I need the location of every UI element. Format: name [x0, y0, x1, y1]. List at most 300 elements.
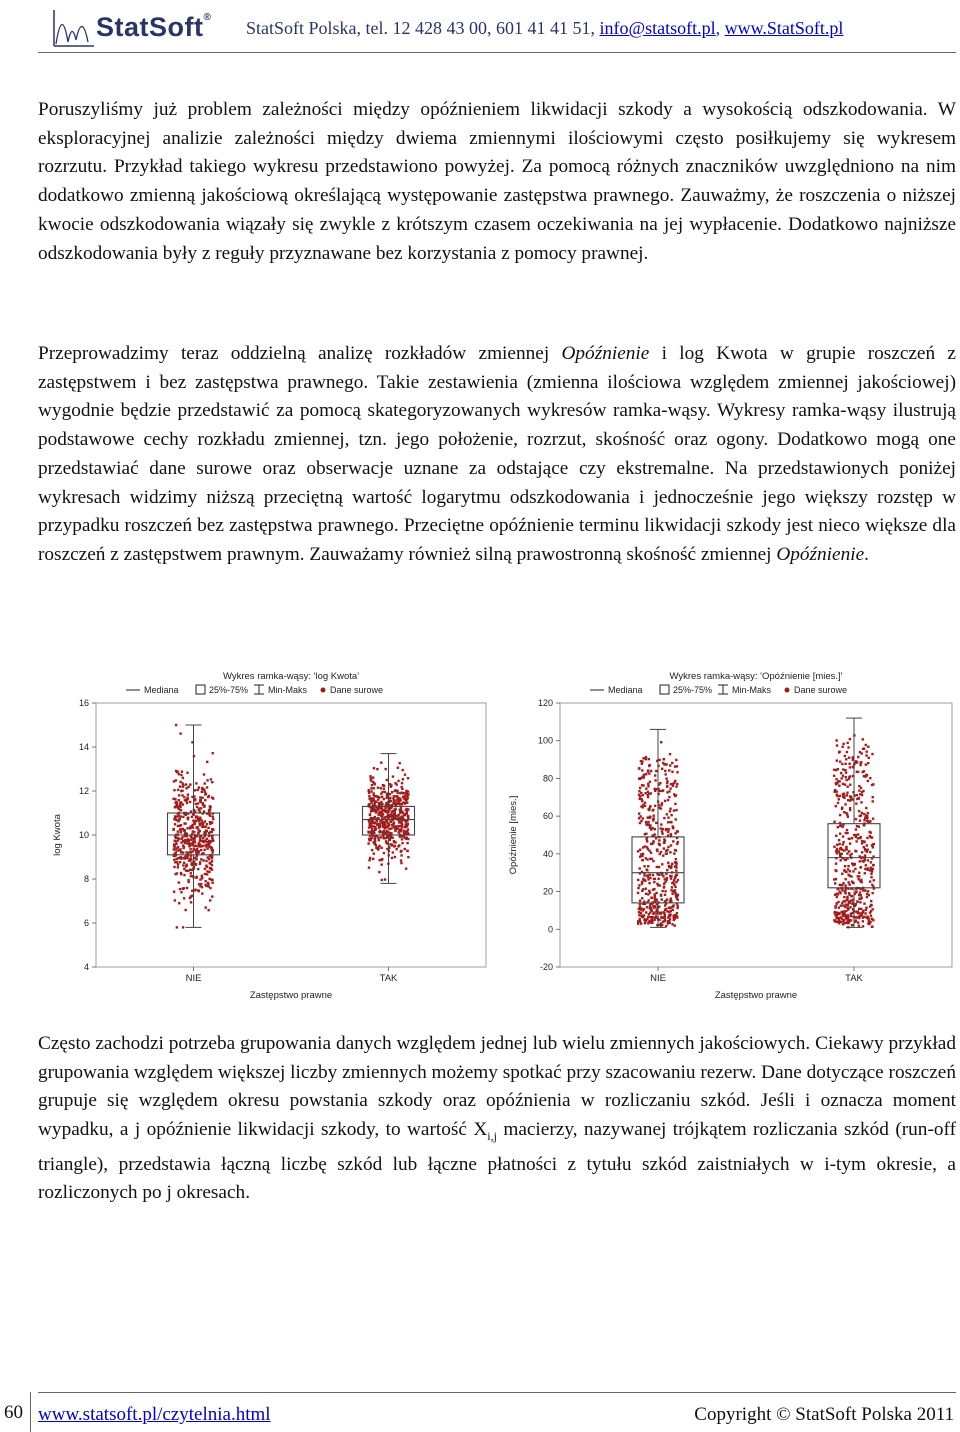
raw-data-point [843, 797, 845, 799]
y-tick-label: 16 [78, 698, 89, 708]
raw-data-point [380, 811, 382, 813]
raw-data-point [642, 846, 644, 848]
raw-data-point [182, 864, 184, 866]
raw-data-point [660, 741, 662, 743]
raw-data-point [391, 811, 393, 813]
raw-data-point [175, 779, 177, 781]
raw-data-point [651, 916, 653, 918]
raw-data-point [401, 803, 403, 805]
raw-data-point [858, 908, 860, 910]
raw-data-point [639, 787, 641, 789]
raw-data-point [867, 859, 869, 861]
raw-data-point [674, 832, 676, 834]
raw-data-point [842, 775, 844, 777]
raw-data-point [858, 894, 860, 896]
raw-data-point [842, 835, 844, 837]
raw-data-point [371, 820, 373, 822]
raw-data-point [206, 779, 208, 781]
raw-data-point [179, 848, 181, 850]
raw-data-point [205, 840, 207, 842]
raw-data-point [384, 878, 386, 880]
raw-data-point [845, 903, 847, 905]
raw-data-point [393, 814, 395, 816]
raw-data-point [835, 902, 837, 904]
raw-data-point [652, 809, 654, 811]
raw-data-point [383, 798, 385, 800]
raw-data-point [182, 844, 184, 846]
raw-data-point [842, 914, 844, 916]
raw-data-point [200, 858, 202, 860]
raw-data-point [671, 886, 673, 888]
raw-data-point [847, 865, 849, 867]
raw-data-point [675, 818, 677, 820]
y-tick-label: 60 [542, 811, 553, 822]
raw-data-point [645, 773, 647, 775]
raw-data-point [658, 759, 660, 761]
raw-data-point [865, 774, 867, 776]
paragraph-1 [38, 96, 956, 268]
raw-data-point [670, 821, 672, 823]
raw-data-point [367, 842, 369, 844]
raw-data-point [658, 906, 660, 908]
raw-data-point [865, 744, 867, 746]
footer-link[interactable]: www.statsoft.pl/czytelnia.html [38, 1404, 271, 1425]
raw-data-point [871, 784, 873, 786]
raw-data-point [669, 851, 671, 853]
raw-data-point [647, 893, 649, 895]
raw-data-point [674, 765, 676, 767]
raw-data-point [660, 911, 662, 913]
raw-data-point [667, 816, 669, 818]
raw-data-point [673, 884, 675, 886]
raw-data-point [653, 815, 655, 817]
raw-data-point [191, 864, 193, 866]
raw-data-point [867, 820, 869, 822]
raw-data-point [199, 796, 201, 798]
raw-data-point [197, 832, 199, 834]
raw-data-point [849, 842, 851, 844]
raw-data-point [181, 771, 183, 773]
raw-data-point [391, 791, 393, 793]
raw-data-point [395, 828, 397, 830]
raw-data-point [646, 874, 648, 876]
raw-data-point [666, 869, 668, 871]
raw-data-point [663, 911, 665, 913]
raw-data-point [188, 845, 190, 847]
raw-data-point [872, 864, 874, 866]
raw-data-point [407, 828, 409, 830]
raw-data-point [179, 888, 181, 890]
raw-data-point [382, 826, 384, 828]
legend-whisker-label: Min-Maks [732, 685, 772, 695]
raw-data-point [851, 924, 853, 926]
raw-data-point [194, 823, 196, 825]
raw-data-point [838, 798, 840, 800]
raw-data-point [645, 833, 647, 835]
raw-data-point [201, 820, 203, 822]
raw-data-point [180, 824, 182, 826]
raw-data-point [178, 799, 180, 801]
raw-data-point [866, 837, 868, 839]
legend-raw-swatch [785, 688, 790, 693]
raw-data-point [374, 828, 376, 830]
raw-data-point [835, 769, 837, 771]
website-link[interactable]: www.StatSoft.pl [724, 18, 844, 38]
raw-data-point [652, 860, 654, 862]
raw-data-point [175, 805, 177, 807]
raw-data-point [859, 819, 861, 821]
raw-data-point [649, 921, 651, 923]
raw-data-point [637, 920, 639, 922]
raw-data-point [368, 831, 370, 833]
raw-data-point [388, 828, 390, 830]
raw-data-point [649, 827, 651, 829]
raw-data-point [378, 826, 380, 828]
raw-data-point [838, 890, 840, 892]
raw-data-point [370, 787, 372, 789]
raw-data-point [381, 879, 383, 881]
raw-data-point [378, 871, 380, 873]
raw-data-point [199, 878, 201, 880]
raw-data-point [389, 797, 391, 799]
raw-data-point [181, 857, 183, 859]
raw-data-point [194, 789, 196, 791]
raw-data-point [845, 758, 847, 760]
raw-data-point [669, 753, 671, 755]
raw-data-point [855, 903, 857, 905]
raw-data-point [184, 822, 186, 824]
raw-data-point [870, 873, 872, 875]
raw-data-point [201, 840, 203, 842]
raw-data-point [865, 814, 867, 816]
raw-data-point [209, 831, 211, 833]
raw-data-point [639, 900, 641, 902]
raw-data-point [675, 858, 677, 860]
raw-data-point [849, 809, 851, 811]
raw-data-point [194, 799, 196, 801]
raw-data-point [641, 897, 643, 899]
raw-data-point [843, 811, 845, 813]
raw-data-point [664, 770, 666, 772]
raw-data-point [834, 894, 836, 896]
raw-data-point [857, 771, 859, 773]
raw-data-point [839, 814, 841, 816]
raw-data-point [406, 842, 408, 844]
raw-data-point [845, 771, 847, 773]
raw-data-point [405, 867, 407, 869]
raw-data-point [844, 769, 846, 771]
raw-data-point [667, 846, 669, 848]
raw-data-point [838, 785, 840, 787]
chart-legend [590, 685, 847, 695]
raw-data-point [179, 861, 181, 863]
raw-data-point [205, 880, 207, 882]
raw-data-point [863, 775, 865, 777]
raw-data-point [858, 898, 860, 900]
raw-data-point [173, 866, 175, 868]
raw-data-point [182, 816, 184, 818]
raw-data-point [374, 809, 376, 811]
raw-data-point [378, 796, 380, 798]
raw-data-point [647, 823, 649, 825]
raw-data-point [173, 891, 175, 893]
raw-data-point [648, 890, 650, 892]
y-tick-label: 8 [83, 874, 89, 884]
raw-data-point [206, 866, 208, 868]
raw-data-point [648, 793, 650, 795]
raw-data-point [182, 784, 184, 786]
footer-copyright: Copyright © StatSoft Polska 2011 [694, 1404, 954, 1425]
raw-data-point [869, 880, 871, 882]
raw-data-point [871, 753, 873, 755]
raw-data-point [849, 906, 851, 908]
raw-data-point [197, 818, 199, 820]
raw-data-point [674, 886, 676, 888]
raw-data-point [665, 777, 667, 779]
raw-data-point [645, 887, 647, 889]
raw-data-point [857, 921, 859, 923]
raw-data-point [381, 796, 383, 798]
y-axis-label: Opóźnienie [mies.] [508, 795, 519, 875]
raw-data-point [180, 774, 182, 776]
raw-data-point [207, 827, 209, 829]
raw-data-point [677, 879, 679, 881]
raw-data-point [198, 786, 200, 788]
raw-data-point [667, 799, 669, 801]
raw-data-point [405, 813, 407, 815]
raw-data-point [647, 865, 649, 867]
raw-data-point [654, 779, 656, 781]
raw-data-point [845, 846, 847, 848]
raw-data-point [640, 798, 642, 800]
raw-data-point [836, 893, 838, 895]
raw-data-point [186, 887, 188, 889]
raw-data-point [181, 782, 183, 784]
raw-data-point [406, 795, 408, 797]
email-link[interactable]: info@statsoft.pl [599, 18, 716, 38]
raw-data-point [662, 854, 664, 856]
raw-data-point [179, 818, 181, 820]
raw-data-point [866, 817, 868, 819]
raw-data-point [645, 758, 647, 760]
raw-data-point [191, 824, 193, 826]
raw-data-point [863, 902, 865, 904]
raw-data-point [860, 814, 862, 816]
legend-whisker-label: Min-Maks [268, 685, 308, 695]
legend-box-swatch [196, 685, 205, 694]
raw-data-point [189, 897, 191, 899]
raw-data-point [183, 874, 185, 876]
raw-data-point [659, 790, 661, 792]
raw-data-point [666, 785, 668, 787]
chart-title: Wykres ramka-wąsy: 'log Kwota' [222, 671, 360, 682]
raw-data-point [850, 895, 852, 897]
raw-data-point [371, 849, 373, 851]
raw-data-point [203, 810, 205, 812]
raw-data-point [836, 896, 838, 898]
raw-data-point [668, 769, 670, 771]
raw-data-point [189, 783, 191, 785]
raw-data-point [664, 773, 666, 775]
raw-data-point [844, 884, 846, 886]
raw-data-point [183, 829, 185, 831]
raw-data-point [673, 782, 675, 784]
raw-data-point [647, 770, 649, 772]
raw-data-point [209, 899, 211, 901]
raw-data-point [645, 911, 647, 913]
raw-data-point [638, 884, 640, 886]
raw-data-point [659, 782, 661, 784]
raw-data-point [380, 863, 382, 865]
raw-data-point [649, 764, 651, 766]
raw-data-point [212, 816, 214, 818]
legend-raw-label: Dane surowe [330, 685, 384, 695]
raw-data-point [666, 898, 668, 900]
raw-data-point [387, 814, 389, 816]
page-header [0, 0, 960, 56]
page-footer [0, 1388, 960, 1432]
raw-data-point [669, 764, 671, 766]
footer-divider [38, 1392, 956, 1393]
raw-data-point [667, 907, 669, 909]
boxplot-log-kwota [46, 665, 490, 1010]
plot-frame [96, 703, 486, 967]
raw-data-point [670, 889, 672, 891]
raw-data-point [210, 778, 212, 780]
raw-data-point [182, 851, 184, 853]
x-tick-label: TAK [379, 973, 398, 984]
raw-data-point [173, 846, 175, 848]
raw-data-point [846, 832, 848, 834]
raw-data-point [839, 833, 841, 835]
raw-data-point [179, 803, 181, 805]
raw-data-point [643, 865, 645, 867]
raw-data-point [661, 790, 663, 792]
raw-data-point [207, 796, 209, 798]
raw-data-point [676, 916, 678, 918]
raw-data-point [637, 892, 639, 894]
raw-data-point [841, 763, 843, 765]
raw-data-point [386, 832, 388, 834]
raw-data-point [642, 878, 644, 880]
raw-data-point [858, 797, 860, 799]
raw-data-point [865, 807, 867, 809]
raw-data-point [868, 923, 870, 925]
raw-data-point [655, 910, 657, 912]
raw-data-point [860, 881, 862, 883]
raw-data-point [192, 814, 194, 816]
raw-data-point [180, 831, 182, 833]
raw-data-point [179, 785, 181, 787]
raw-data-point [842, 768, 844, 770]
raw-data-point [840, 824, 842, 826]
raw-data-point [400, 854, 402, 856]
raw-data-point [865, 754, 867, 756]
raw-data-point [675, 874, 677, 876]
raw-data-point [835, 805, 837, 807]
raw-data-point [674, 877, 676, 879]
raw-data-point [842, 923, 844, 925]
raw-data-point [867, 890, 869, 892]
raw-data-point [649, 916, 651, 918]
raw-data-point [399, 836, 401, 838]
raw-data-point [402, 778, 404, 780]
raw-data-point [662, 828, 664, 830]
raw-data-point [661, 833, 663, 835]
raw-data-point [872, 796, 874, 798]
raw-data-point [857, 910, 859, 912]
raw-data-point [203, 773, 205, 775]
raw-data-point [188, 859, 190, 861]
raw-data-point [666, 782, 668, 784]
raw-data-point [647, 821, 649, 823]
raw-data-point [370, 824, 372, 826]
raw-data-point [174, 848, 176, 850]
raw-data-point [177, 866, 179, 868]
chart-legend [126, 685, 383, 695]
raw-data-point [179, 829, 181, 831]
raw-data-point [198, 850, 200, 852]
raw-data-point [397, 845, 399, 847]
raw-data-point [200, 845, 202, 847]
raw-data-point [206, 761, 208, 763]
raw-data-point [846, 917, 848, 919]
raw-data-point [372, 858, 374, 860]
raw-data-point [657, 884, 659, 886]
raw-data-point [201, 875, 203, 877]
raw-data-point [663, 886, 665, 888]
raw-data-point [851, 837, 853, 839]
raw-data-point [209, 841, 211, 843]
raw-data-point [846, 751, 848, 753]
plot-frame [560, 703, 952, 967]
raw-data-point [388, 807, 390, 809]
raw-data-point [195, 850, 197, 852]
raw-data-point [201, 791, 203, 793]
raw-data-point [872, 818, 874, 820]
raw-data-point [389, 793, 391, 795]
raw-data-point [387, 825, 389, 827]
raw-data-point [372, 792, 374, 794]
raw-data-point [180, 790, 182, 792]
raw-data-point [867, 869, 869, 871]
raw-data-point [834, 869, 836, 871]
raw-data-point [848, 756, 850, 758]
raw-data-point [647, 916, 649, 918]
raw-data-point [858, 915, 860, 917]
raw-data-point [668, 865, 670, 867]
chart-title: Wykres ramka-wąsy: 'Opóźnienie [mies.]' [669, 671, 843, 682]
raw-data-point [870, 867, 872, 869]
raw-data-point [859, 891, 861, 893]
raw-data-point [197, 789, 199, 791]
paragraph-2 [38, 340, 956, 570]
raw-data-point [207, 882, 209, 884]
x-tick-label: NIE [185, 973, 202, 984]
raw-data-point [839, 853, 841, 855]
raw-data-point [172, 798, 174, 800]
raw-data-point [211, 828, 213, 830]
raw-data-point [855, 802, 857, 804]
raw-data-point [849, 799, 851, 801]
raw-data-point [383, 829, 385, 831]
raw-data-point [861, 842, 863, 844]
raw-data-point [846, 829, 848, 831]
raw-data-point [393, 821, 395, 823]
raw-data-point [839, 884, 841, 886]
raw-data-point [670, 865, 672, 867]
raw-data-point [650, 908, 652, 910]
